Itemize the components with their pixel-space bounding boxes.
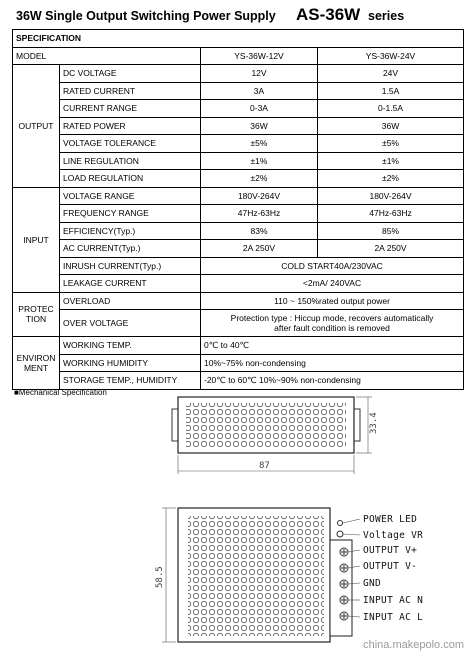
row-label: LEAKAGE CURRENT: [60, 275, 201, 293]
row-value-1: 83%: [201, 222, 318, 240]
dim-height-side: 33.4: [369, 412, 379, 434]
row-label: INRUSH CURRENT(Typ.): [60, 257, 201, 275]
row-value-1: ±1%: [201, 152, 318, 170]
watermark: china.makepolo.com: [363, 639, 464, 651]
model-label: MODEL: [13, 47, 201, 65]
row-value: -20℃ to 60℃ 10%~90% non-condensing: [201, 372, 464, 390]
row-value-1: 180V-264V: [201, 187, 318, 205]
row-label: LINE REGULATION: [60, 152, 201, 170]
row-label: VOLTAGE RANGE: [60, 187, 201, 205]
row-value-2: 47Hz-63Hz: [318, 205, 464, 223]
dim-width: 58.5: [155, 566, 165, 588]
row-value-2: 2A 250V: [318, 240, 464, 258]
row-value-1: ±2%: [201, 170, 318, 188]
row-label: CURRENT RANGE: [60, 100, 201, 118]
row-label: AC CURRENT(Typ.): [60, 240, 201, 258]
group-environment: ENVIRON MENT: [13, 337, 60, 390]
dim-length: 87: [259, 461, 270, 471]
row-value-2: 1.5A: [318, 82, 464, 100]
row-value: COLD START40A/230VAC: [201, 257, 464, 275]
row-label: OVERLOAD: [60, 292, 201, 310]
section-title: SPECIFICATION: [13, 30, 464, 48]
row-value-2: ±2%: [318, 170, 464, 188]
model-col2: YS-36W-24V: [318, 47, 464, 65]
row-label: WORKING TEMP.: [60, 337, 201, 355]
row-value-1: 3A: [201, 82, 318, 100]
row-value-1: ±5%: [201, 135, 318, 153]
row-value: 110 ~ 150%rated output power: [201, 292, 464, 310]
row-value-2: 85%: [318, 222, 464, 240]
model-col1: YS-36W-12V: [201, 47, 318, 65]
row-label: EFFICIENCY(Typ.): [60, 222, 201, 240]
row-value-2: 180V-264V: [318, 187, 464, 205]
row-value-1: 47Hz-63Hz: [201, 205, 318, 223]
row-value: 0℃ to 40℃: [201, 337, 464, 355]
model-series: AS-36W: [296, 5, 361, 24]
power-led-icon: [338, 521, 343, 526]
row-label: RATED CURRENT: [60, 82, 201, 100]
row-value-2: 0-1.5A: [318, 100, 464, 118]
row-value-2: ±5%: [318, 135, 464, 153]
side-view: [172, 397, 379, 474]
group-input: INPUT: [13, 187, 60, 292]
row-value-1: 12V: [201, 65, 318, 83]
row-label: VOLTAGE TOLERANCE: [60, 135, 201, 153]
row-value: <2mA/ 240VAC: [201, 275, 464, 293]
row-value-2: 36W: [318, 117, 464, 135]
label-input-ac-l: INPUT AC L: [363, 612, 424, 623]
row-value-1: 2A 250V: [201, 240, 318, 258]
row-label: FREQUENCY RANGE: [60, 205, 201, 223]
row-label: RATED POWER: [60, 117, 201, 135]
label-input-ac-n: INPUT AC N: [363, 595, 424, 606]
group-output: OUTPUT: [13, 65, 60, 188]
label-output-vminus: OUTPUT V-: [363, 561, 418, 572]
row-value-2: ±1%: [318, 152, 464, 170]
label-power-led: POWER LED: [363, 514, 418, 525]
row-label: STORAGE TEMP., HUMIDITY: [60, 372, 201, 390]
row-label: LOAD REGULATION: [60, 170, 201, 188]
row-value-1: 0-3A: [201, 100, 318, 118]
mechanical-caption: ■Mechanical Specification: [14, 388, 107, 397]
group-protection: PROTEC TION: [13, 292, 60, 337]
row-label: OVER VOLTAGE: [60, 310, 201, 337]
label-voltage-vr: Voltage VR: [363, 530, 424, 541]
label-gnd: GND: [363, 578, 382, 589]
row-value: 10%~75% non-condensing: [201, 354, 464, 372]
series-suffix: series: [368, 9, 405, 23]
document-title: 36W Single Output Switching Power Supply: [16, 9, 276, 23]
row-value: Protection type : Hiccup mode, recovers automatically after fault condition is removed: [201, 310, 464, 337]
row-label: WORKING HUMIDITY: [60, 354, 201, 372]
row-value-1: 36W: [201, 117, 318, 135]
top-view: [155, 508, 423, 642]
label-output-vplus: OUTPUT V+: [363, 545, 418, 556]
row-value-2: 24V: [318, 65, 464, 83]
row-label: DC VOLTAGE: [60, 65, 201, 83]
voltage-vr-icon: [337, 531, 343, 537]
